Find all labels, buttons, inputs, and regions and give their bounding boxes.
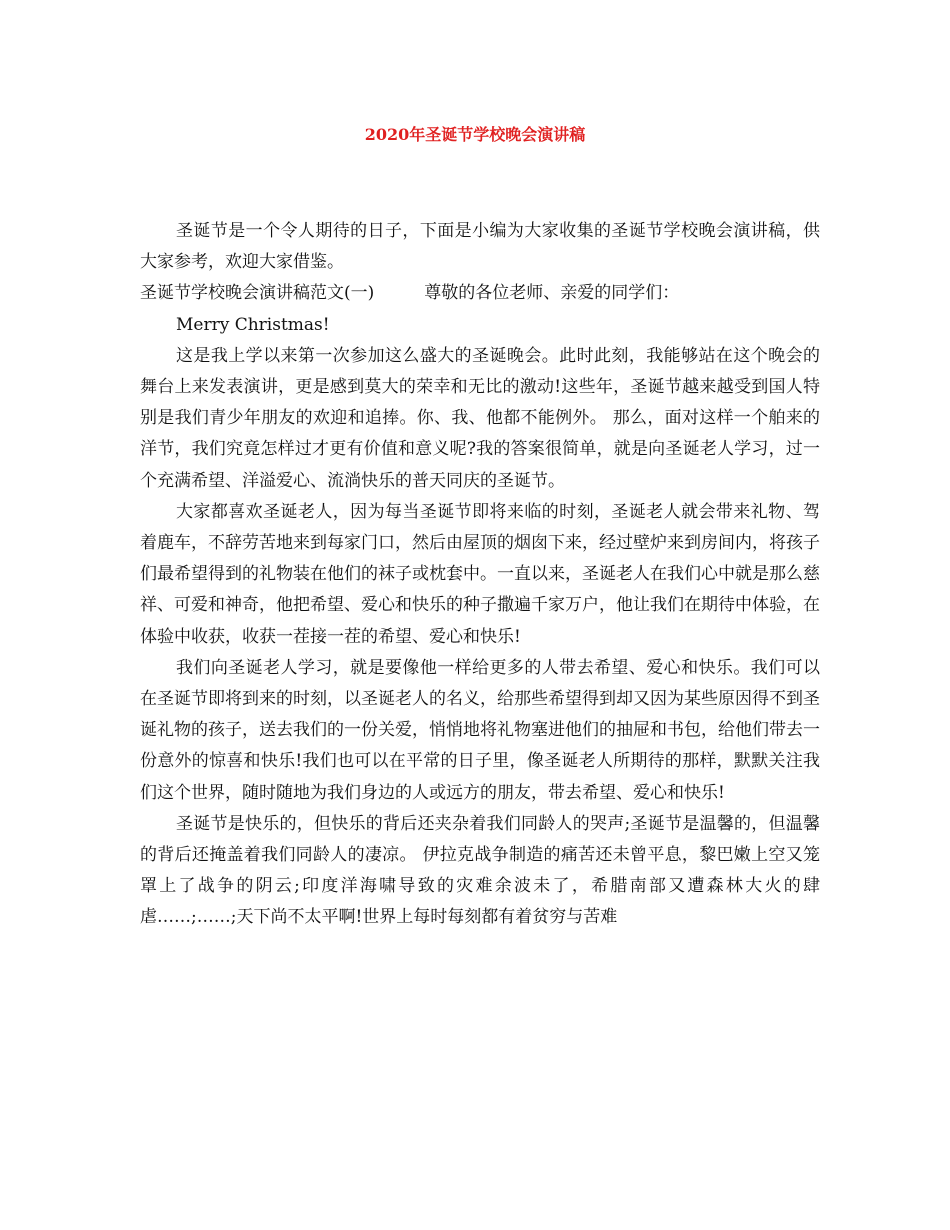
document-title: 2020年圣诞节学校晚会演讲稿	[364, 125, 586, 144]
salutation: 尊敬的各位老师、亲爱的同学们：	[424, 283, 680, 304]
body-paragraph-1: 这是我上学以来第一次参加这么盛大的圣诞晚会。此时此刻，我能够站在这个晚会的舞台上来发表演讲，更是感到莫大的荣幸和无比的激动!这些年，圣诞节越来越受到国人特别是我们青少年朋友的欢迎和追捧。你、我、他都不能例外。 那么，面对这样一个舶来的洋节，我们究竟怎样过才更有价值和意义呢?我的答案很简单，就是向圣诞老人学习，过一个充满希望、洋溢爱心、流淌快乐的普天同庆的圣诞节。	[140, 345, 820, 491]
document-body	[140, 216, 820, 934]
body-paragraph-3: 我们向圣诞老人学习，就是要像他一样给更多的人带去希望、爱心和快乐。我们可以在圣诞节即将到来的时刻，以圣诞老人的名义，给那些希望得到却又因为某些原因得不到圣诞礼物的孩子，送去我们的一份关爱，悄悄地将礼物塞进他们的抽屉和书包，给他们带去一份意外的惊喜和快乐!我们也可以在平常的日子里，像圣诞老人所期待的那样，默默关注我们这个世界，随时随地为我们身边的人或远方的朋友，带去希望、爱心和快乐!	[140, 657, 820, 803]
section-title: 圣诞节学校晚会演讲稿范文(一)	[140, 283, 375, 304]
body-paragraph-4: 圣诞节是快乐的，但快乐的背后还夹杂着我们同龄人的哭声;圣诞节是温馨的，但温馨的背后还掩盖着我们同龄人的凄凉。 伊拉克战争制造的痛苦还未曾平息，黎巴嫩上空又笼罩上了战争的阴云;印度洋海啸导致的灾难余波未了，希腊南部又遭森林大火的肆虐……;……;天下尚不太平啊!世界上每时每刻都有着贫穷与苦难	[140, 813, 820, 928]
greeting-line: Merry Christmas!	[176, 314, 330, 335]
body-paragraph-2: 大家都喜欢圣诞老人，因为每当圣诞节即将来临的时刻，圣诞老人就会带来礼物、驾着鹿车，不辞劳苦地来到每家门口，然后由屋顶的烟囱下来，经过壁炉来到房间内，将孩子们最希望得到的礼物装在他们的袜子或枕套中。一直以来，圣诞老人在我们心中就是那么慈祥、可爱和神奇，他把希望、爱心和快乐的种子撒遍千家万户，他让我们在期待中体验，在体验中收获，收获一茬接一茬的希望、爱心和快乐!	[140, 501, 820, 647]
section-heading-line	[140, 278, 820, 309]
intro-paragraph: 圣诞节是一个令人期待的日子，下面是小编为大家收集的圣诞节学校晚会演讲稿，供大家参考，欢迎大家借鉴。	[140, 221, 820, 273]
